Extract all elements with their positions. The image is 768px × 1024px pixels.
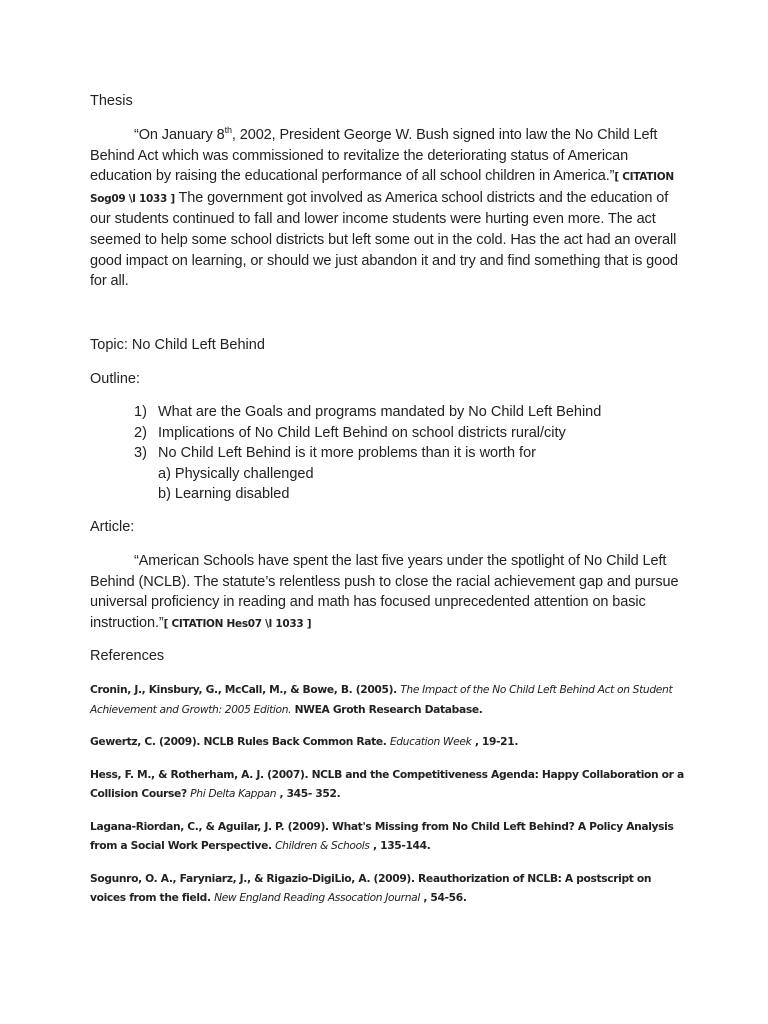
- outline-item: 2) Implications of No Child Left Behind on school districts rural/city: [134, 424, 566, 441]
- references-heading: References: [90, 648, 165, 664]
- outline-subitem: b) Learning disabled: [158, 486, 290, 502]
- outline-heading: Outline:: [90, 371, 140, 387]
- thesis-text-start: “On January 8: [134, 127, 225, 143]
- reference-entry: Sogunro, O. A., Faryniarz, J., & Rigazio-DigiLio, A. (2009). Reauthorization of NCLB: A postscript on voices from the field. New England Reading Assocation Journal , 54-56.: [90, 871, 652, 904]
- thesis-text-mid: , 2002, President George W. Bush signed into law the No Child Left Behind Act which was commissioned to revitalize the deteriorating status of American education by raising the educational performance of all school children in America.”: [90, 127, 658, 185]
- thesis-superscript: th: [224, 125, 232, 136]
- outline-list: [134, 402, 601, 505]
- outline-subitem: a) Physically challenged: [158, 465, 314, 482]
- reference-entry: Hess, F. M., & Rotherham, A. J. (2007). NCLB and the Competitiveness Agenda: Happy Collaboration or a Collision Course? Phi Delta Kappan , 345- 352.: [90, 767, 684, 800]
- thesis-citation: [ CITATION Sog09 \l 1033 ]: [90, 171, 674, 205]
- thesis-paragraph: [90, 125, 680, 292]
- article-citation: [ CITATION Hes07 \l 1033 ]: [163, 617, 312, 630]
- article-paragraph: [90, 551, 680, 634]
- topic-line: Topic: No Child Left Behind: [90, 337, 265, 353]
- article-text: “American Schools have spent the last five years under the spotlight of No Child Left Behind (NCLB). The statute’s relentless push to close the racial achievement gap and pursue universal proficiency in reading and math has focused unprecedented attention on basic instruction.”: [90, 553, 679, 631]
- reference-entry: Gewertz, C. (2009). NCLB Rules Back Common Rate. Education Week , 19-21.: [90, 735, 519, 748]
- thesis-text-end: The government got involved as America school districts and the education of our students continued to fall and lower income students were hurting even more. The act seemed to help some school districts but left some out in the cold. Has the act had an overall good impact on learning, or should we just abandon it and try and find something that is good for all.: [90, 189, 679, 290]
- article-heading: Article:: [90, 519, 135, 535]
- reference-entry: Cronin, J., Kinsbury, G., McCall, M., & Bowe, B. (2005). The Impact of the No Child Left Behind Act on Student Achievement and Growth: 2005 Edition. NWEA Groth Research Database.: [90, 683, 673, 716]
- reference-entry: Lagana-Riordan, C., & Aguilar, J. P. (2009). What's Missing from No Child Left Behind? A Policy Analysis from a Social Work Perspective. Children & Schools , 135-144.: [90, 819, 674, 852]
- outline-item: 3) No Child Left Behind is it more problems than it is worth for: [134, 445, 536, 461]
- outline-item: 1) What are the Goals and programs mandated by No Child Left Behind: [134, 404, 602, 420]
- references-list: [90, 680, 690, 921]
- thesis-heading: Thesis: [90, 93, 133, 109]
